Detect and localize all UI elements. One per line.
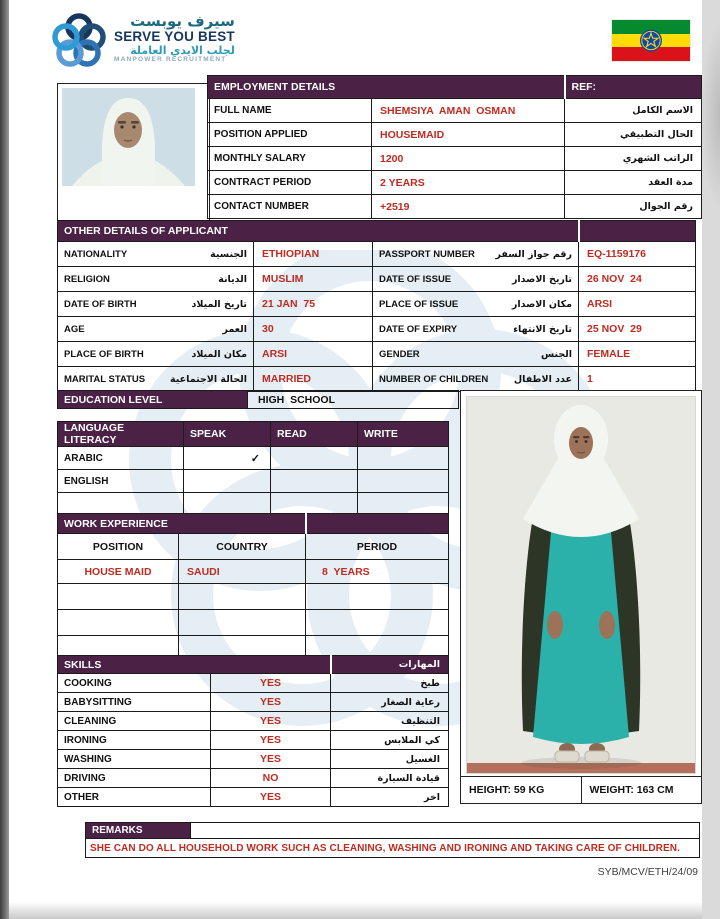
- field-label: [58, 342, 254, 367]
- field-label-arabic: الراتب الشهري: [565, 147, 702, 171]
- table-header-row: [58, 656, 449, 674]
- table-row: [58, 560, 449, 584]
- remarks-text: SHE CAN DO ALL HOUSEHOLD WORK SUCH AS CLEANING, WASHING AND IRONING AND TAKING CARE OF CHILDREN.: [85, 839, 700, 858]
- field-value: ARSI: [579, 292, 696, 317]
- field-value: ETHIOPIAN: [254, 242, 373, 267]
- table-row: [208, 171, 702, 195]
- table-row: [208, 147, 702, 171]
- field-label-en: AGE: [64, 323, 85, 335]
- skill-value: YES: [211, 674, 331, 693]
- skills-section-title: SKILLS: [58, 656, 331, 674]
- table-row: [58, 788, 449, 807]
- table-row: [58, 342, 696, 367]
- table-row: [58, 292, 696, 317]
- height-weight-row: [461, 776, 701, 803]
- company-logo: [50, 12, 235, 72]
- skill-label: COOKING: [58, 674, 211, 693]
- field-label: [373, 292, 579, 317]
- table-row: [208, 195, 702, 219]
- scan-edge-left: [0, 0, 9, 919]
- column-header: READ: [271, 422, 358, 447]
- field-label: [58, 292, 254, 317]
- fullbody-photo-image: [466, 396, 696, 774]
- skill-label: IRONING: [58, 731, 211, 750]
- other-details-header-spacer: [579, 221, 696, 242]
- field-value: +2519: [372, 195, 565, 219]
- field-label-arabic: مكان الميلاد: [191, 348, 247, 360]
- skill-value: YES: [211, 693, 331, 712]
- skill-value: YES: [211, 788, 331, 807]
- skill-label-arabic: رعاية الصغار: [331, 693, 449, 712]
- field-label: MONTHLY SALARY: [208, 147, 372, 171]
- field-label: CONTRACT PERIOD: [208, 171, 372, 195]
- applicant-fullbody-photo-panel: [460, 390, 702, 804]
- field-value: 25 NOV 29: [579, 317, 696, 342]
- remarks-section: [85, 822, 700, 858]
- field-value: 2 YEARS: [372, 171, 565, 195]
- table-row: [58, 367, 696, 392]
- skill-value: YES: [211, 731, 331, 750]
- column-header: SPEAK: [184, 422, 271, 447]
- speak-checkmark: ✓: [184, 447, 271, 470]
- weight-value: WEIGHT: 163 CM: [581, 777, 702, 803]
- field-label-en: PLACE OF ISSUE: [379, 298, 459, 310]
- field-label: FULL NAME: [208, 99, 372, 123]
- table-header-row: [58, 422, 449, 447]
- field-label-en: GENDER: [379, 348, 420, 360]
- column-header: WRITE: [358, 422, 449, 447]
- skill-label: OTHER: [58, 788, 211, 807]
- field-label-en: DATE OF BIRTH: [64, 298, 137, 310]
- field-label-arabic: الجنس: [541, 348, 572, 360]
- company-tagline: MANPOWER RECRUITMENT: [114, 56, 227, 64]
- field-label-arabic: الاسم الكامل: [565, 99, 702, 123]
- language-literacy-table: [57, 421, 449, 516]
- table-row: [58, 750, 449, 769]
- skill-label-arabic: قيادة السيارة: [331, 769, 449, 788]
- field-label-en: NATIONALITY: [64, 248, 128, 260]
- skills-section-title-arabic: المهارات: [331, 656, 449, 674]
- skill-label-arabic: التنظيف: [331, 712, 449, 731]
- field-label-arabic: الحالة الاجتماعية: [170, 373, 247, 385]
- field-value: HOUSEMAID: [372, 123, 565, 147]
- table-row: [58, 447, 449, 470]
- field-value: SHEMSIYA AMAN OSMAN: [372, 99, 565, 123]
- field-label-arabic: تاريخ الانتهاء: [513, 323, 572, 335]
- portrait-photo-image: [62, 88, 195, 186]
- field-label: [58, 317, 254, 342]
- table-row: [58, 584, 449, 610]
- skill-label: BABYSITTING: [58, 693, 211, 712]
- field-label-arabic: رقم جواز السفر: [495, 248, 572, 260]
- column-header: COUNTRY: [179, 534, 306, 560]
- education-section-title: EDUCATION LEVEL: [57, 390, 248, 409]
- field-label-en: RELIGION: [64, 273, 110, 285]
- table-row: [58, 674, 449, 693]
- field-label-arabic: العمر: [222, 323, 247, 335]
- language-name: ARABIC: [58, 447, 184, 470]
- field-label-arabic: الديانة: [218, 273, 247, 285]
- other-details-table: [57, 220, 696, 392]
- position-cell: [58, 610, 179, 636]
- field-value: 1: [579, 367, 696, 392]
- country-cell: SAUDI: [179, 560, 306, 584]
- table-row: [208, 99, 702, 123]
- column-header: LANGUAGE LITERACY: [58, 422, 184, 447]
- skill-value: YES: [211, 750, 331, 769]
- field-value: FEMALE: [579, 342, 696, 367]
- field-value: EQ-1159176: [579, 242, 696, 267]
- skill-value: NO: [211, 769, 331, 788]
- applicant-portrait-photo: [57, 83, 210, 222]
- scan-edge-bottom: [0, 902, 720, 919]
- write-cell: [358, 470, 449, 493]
- table-header-row: [58, 514, 449, 534]
- table-row: [58, 267, 696, 292]
- field-value: 1200: [372, 147, 565, 171]
- period-cell: [306, 584, 449, 610]
- other-details-section-title: OTHER DETAILS OF APPLICANT: [58, 221, 579, 242]
- field-label-arabic: مكان الاصدار: [511, 298, 572, 310]
- field-label: [58, 242, 254, 267]
- field-value: 26 NOV 24: [579, 267, 696, 292]
- ref-label: REF:: [565, 76, 702, 99]
- read-cell: [271, 447, 358, 470]
- table-row: [58, 317, 696, 342]
- scan-edge-right: [702, 0, 720, 919]
- table-row: [208, 123, 702, 147]
- column-header: PERIOD: [306, 534, 449, 560]
- column-header: POSITION: [58, 534, 179, 560]
- field-label-arabic: تاريخ الاصدار: [511, 273, 572, 285]
- ethiopia-flag-icon: [612, 20, 690, 61]
- field-label: CONTACT NUMBER: [208, 195, 372, 219]
- company-name: SERVE YOU BEST: [114, 28, 235, 44]
- field-label-arabic: عدد الاطفال: [513, 373, 572, 385]
- table-header-row: [58, 221, 696, 242]
- skill-value: YES: [211, 712, 331, 731]
- education-value: HIGH SCHOOL: [248, 390, 459, 409]
- field-label-en: DATE OF EXPIRY: [379, 323, 458, 335]
- table-row: [58, 769, 449, 788]
- skill-label-arabic: كي الملابس: [331, 731, 449, 750]
- country-cell: [179, 584, 306, 610]
- field-label: [373, 342, 579, 367]
- field-label-arabic: رقم الجوال: [565, 195, 702, 219]
- field-label-arabic: مدة العقد: [565, 171, 702, 195]
- field-label-arabic: الحال التطبيقي: [565, 123, 702, 147]
- table-row: [58, 242, 696, 267]
- period-cell: 8 YEARS: [306, 560, 449, 584]
- field-label-arabic: تاريخ الميلاد: [191, 298, 247, 310]
- table-header-row: [208, 76, 702, 99]
- field-value: MARRIED: [254, 367, 373, 392]
- education-level-row: [57, 390, 459, 409]
- work-experience-section-title: WORK EXPERIENCE: [58, 514, 306, 534]
- field-label-en: DATE OF ISSUE: [379, 273, 452, 285]
- field-label: [58, 367, 254, 392]
- height-value: HEIGHT: 59 KG: [469, 784, 545, 796]
- field-label: [373, 242, 579, 267]
- language-name: ENGLISH: [58, 470, 184, 493]
- position-cell: HOUSE MAID: [58, 560, 179, 584]
- skill-label-arabic: اخر: [331, 788, 449, 807]
- work-experience-header-spacer: [306, 514, 449, 534]
- company-logo-icon: [50, 12, 108, 72]
- skill-label-arabic: طبخ: [331, 674, 449, 693]
- field-value: 21 JAN 75: [254, 292, 373, 317]
- skill-label: CLEANING: [58, 712, 211, 731]
- skill-label: DRIVING: [58, 769, 211, 788]
- field-value: ARSI: [254, 342, 373, 367]
- position-cell: [58, 584, 179, 610]
- work-experience-table: [57, 513, 449, 662]
- field-label-en: MARITAL STATUS: [64, 373, 146, 385]
- field-label-en: PASSPORT NUMBER: [379, 248, 475, 260]
- read-cell: [271, 470, 358, 493]
- country-cell: [179, 610, 306, 636]
- remarks-section-title: REMARKS: [85, 822, 191, 839]
- field-label-arabic: الجنسية: [210, 248, 247, 260]
- table-row: [58, 712, 449, 731]
- field-label: [373, 367, 579, 392]
- employment-section-title: EMPLOYMENT DETAILS: [208, 76, 565, 99]
- table-row: [58, 470, 449, 493]
- field-label-en: NUMBER OF CHILDREN: [379, 373, 489, 385]
- skill-label: WASHING: [58, 750, 211, 769]
- skill-label-arabic: الغسيل: [331, 750, 449, 769]
- document-reference-code: SYB/MCV/ETH/24/09: [597, 866, 698, 878]
- company-name-arabic: سيرف يوبست: [130, 12, 235, 30]
- write-cell: [358, 447, 449, 470]
- field-value: 30: [254, 317, 373, 342]
- speak-cell: [184, 470, 271, 493]
- table-row: [58, 610, 449, 636]
- field-label: [373, 267, 579, 292]
- field-label: POSITION APPLIED: [208, 123, 372, 147]
- skills-table: [57, 655, 449, 807]
- period-cell: [306, 610, 449, 636]
- field-label: [373, 317, 579, 342]
- table-row: [58, 731, 449, 750]
- table-row: [58, 693, 449, 712]
- employment-details-table: [207, 75, 702, 219]
- table-column-row: [58, 534, 449, 560]
- company-tagline-arabic: لجلب الايدي العاملة: [130, 43, 235, 57]
- field-label-en: PLACE OF BIRTH: [64, 348, 144, 360]
- field-value: MUSLIM: [254, 267, 373, 292]
- field-label: [58, 267, 254, 292]
- remarks-header-spacer: [191, 822, 700, 839]
